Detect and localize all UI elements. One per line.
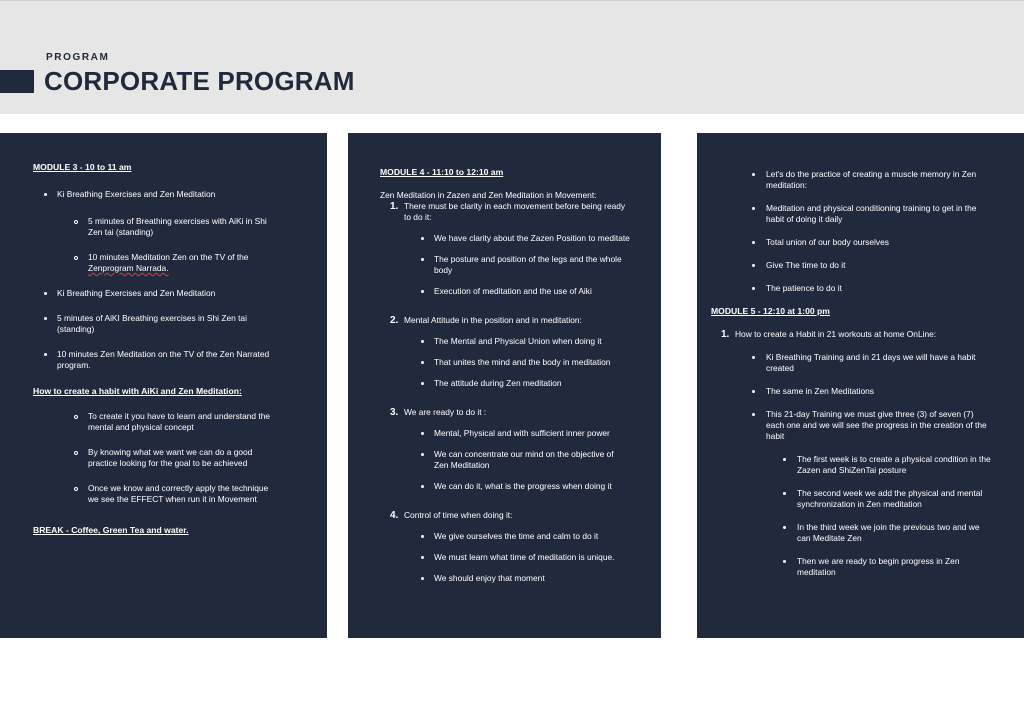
list-item: That unites the mind and the body in meditation [348, 357, 661, 368]
numbered-item: 1. How to create a Habit in 21 workouts at home OnLine: [721, 329, 937, 340]
bullet-dot [421, 485, 424, 488]
numbered-item: 1. There must be clarity in each movement before being ready to do it: [390, 201, 626, 222]
bullet-dot [783, 492, 786, 495]
module-4-intro: Zen Meditation in Zazen and Zen Meditation in Movement: [380, 190, 597, 200]
list-item: The patience to do it [697, 283, 1024, 294]
bullet-dot [421, 577, 424, 580]
bullet-dot [752, 390, 755, 393]
list-item: This 21-day Training we must give three (3) of seven (7) each one and we will see the progress in the creation of the habit [697, 409, 1024, 442]
bullet-dot [783, 560, 786, 563]
module-4-heading: MODULE 4 - 11:10 to 12:10 am [380, 167, 504, 177]
list-item: 10 minutes Meditation Zen on the TV of the Zenprogram Narrada. [0, 252, 327, 274]
module-5-panel [697, 133, 1024, 638]
list-item: By knowing what we want we can do a good practice looking for the goal to be achieved [0, 447, 327, 469]
bullet-dot [421, 535, 424, 538]
list-item: The Mental and Physical Union when doing it [348, 336, 661, 347]
list-item: In the third week we join the previous two and we can Meditate Zen [697, 522, 1024, 544]
list-item: Meditation and physical conditioning training to get in the habit of doing it daily [697, 203, 1024, 225]
module-3-panel [0, 133, 327, 638]
bullet-dot [421, 453, 424, 456]
bullet-dot [752, 356, 755, 359]
list-item: The posture and position of the legs and the whole body [348, 254, 661, 276]
section-eyebrow: PROGRAM [46, 52, 110, 63]
bullet-dot [44, 193, 47, 196]
bullet-circle [74, 451, 78, 455]
bullet-dot [421, 556, 424, 559]
list-item: We can do it, what is the progress when doing it [348, 481, 661, 492]
list-item: Give The time to do it [697, 260, 1024, 271]
bullet-dot [421, 237, 424, 240]
list-item: Let's do the practice of creating a muscle memory in Zen meditation: [697, 169, 1024, 191]
habit-heading: How to create a habit with AiKi and Zen Meditation: [33, 386, 242, 396]
page-title: CORPORATE PROGRAM [44, 66, 355, 96]
page-header [0, 0, 1024, 114]
bullet-dot [421, 361, 424, 364]
list-item: Once we know and correctly apply the technique we see the EFFECT when run it in Movement [0, 483, 327, 505]
list-item: 10 minutes Zen Meditation on the TV of the Zen Narrated program. [0, 349, 327, 371]
break-heading: BREAK - Coffee, Green Tea and water. [33, 525, 189, 535]
numbered-item: 3. We are ready to do it : [390, 407, 487, 418]
list-item: 5 minutes of Breathing exercises with AiKi in Shi Zen tai (standing) [0, 216, 327, 238]
bullet-circle [74, 220, 78, 224]
list-item: We have clarity about the Zazen Position to meditate [348, 233, 661, 244]
title-accent-bar [0, 70, 34, 93]
bullet-dot [752, 287, 755, 290]
list-item: Execution of meditation and the use of Aiki [348, 286, 661, 297]
list-item: Mental, Physical and with sufficient inner power [348, 428, 661, 439]
bullet-dot [752, 264, 755, 267]
list-item: Ki Breathing Training and in 21 days we will have a habit created [697, 352, 1024, 374]
list-item: We must learn what time of meditation is unique. [348, 552, 661, 563]
bullet-dot [421, 340, 424, 343]
item-number: 4. [390, 510, 399, 521]
bullet-dot [752, 241, 755, 244]
bullet-circle [74, 256, 78, 260]
bullet-circle [74, 415, 78, 419]
bullet-dot [783, 458, 786, 461]
bullet-dot [752, 173, 755, 176]
item-number: 1. [390, 201, 399, 212]
list-item: Then we are ready to begin progress in Zen meditation [697, 556, 1024, 578]
list-item: Ki Breathing Exercises and Zen Meditation [0, 288, 327, 299]
bullet-dot [44, 292, 47, 295]
module-5-heading: MODULE 5 - 12:10 at 1:00 pm [711, 306, 830, 316]
list-item: Total union of our body ourselves [697, 237, 1024, 248]
bullet-dot [421, 290, 424, 293]
module-4-panel [348, 133, 661, 638]
list-item: The first week is to create a physical condition in the Zazen and ShiZenTai posture [697, 454, 1024, 476]
bullet-dot [783, 526, 786, 529]
list-item: The second week we add the physical and mental synchronization in Zen meditation [697, 488, 1024, 510]
item-number: 2. [390, 315, 399, 326]
list-item: Ki Breathing Exercises and Zen Meditation [0, 189, 327, 200]
list-item: The same in Zen Meditations [697, 386, 1024, 397]
list-item: We should enjoy that moment [348, 573, 661, 584]
numbered-item: 2. Mental Attitude in the position and in meditation: [390, 315, 582, 326]
bullet-dot [421, 382, 424, 385]
bullet-dot [44, 353, 47, 356]
bullet-dot [421, 258, 424, 261]
bullet-circle [74, 487, 78, 491]
bullet-dot [752, 413, 755, 416]
numbered-item: 4. Control of time when doing it: [390, 510, 513, 521]
bullet-dot [44, 317, 47, 320]
item-number: 1. [721, 329, 730, 340]
list-item: We can concentrate our mind on the objective of Zen Meditation [348, 449, 661, 471]
bullet-dot [421, 432, 424, 435]
module-3-heading: MODULE 3 - 10 to 11 am [33, 162, 132, 172]
list-item: We give ourselves the time and calm to do it [348, 531, 661, 542]
item-number: 3. [390, 407, 399, 418]
bullet-dot [752, 207, 755, 210]
list-item: 5 minutes of AiKI Breathing exercises in Shi Zen tai (standing) [0, 313, 327, 335]
list-item: To create it you have to learn and understand the mental and physical concept [0, 411, 327, 433]
list-item: The attitude during Zen meditation [348, 378, 661, 389]
